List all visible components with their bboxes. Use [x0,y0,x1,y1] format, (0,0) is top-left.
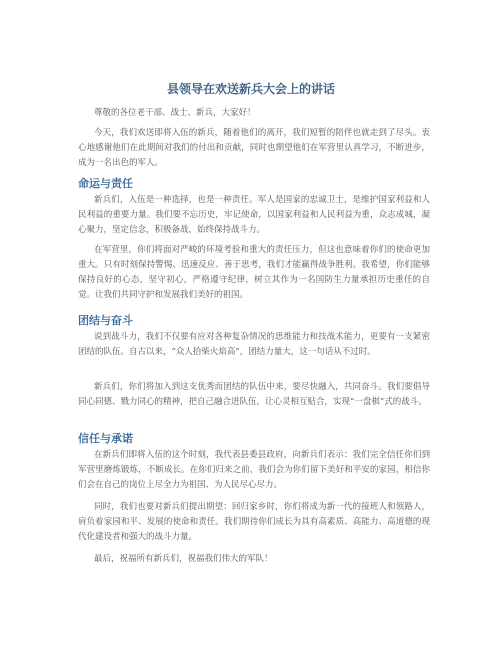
section-1-paragraph-2: 在军营里，你们将面对严峻的环境考验和重大的责任压力，但这也意味着你们的使命更加重大。只有时刻保持警惕、迅速反应、善于思考，我们才能赢得战争胜利。我希望，你们能够保持良好的心态，坚守初心，严格遵守纪律，树立其作为一名国防生力量承担历史重任的自觉。让我们共同守护和发展我们美好的祖国。 [78,245,430,300]
greeting-paragraph: 尊敬的各位老干部、战士、新兵，大家好！ [94,108,256,118]
section-heading-fate-responsibility: 命运与责任 [78,177,133,190]
section-3-paragraph-2: 同时，我们也要对新兵们提出期望：回归家乡时，你们将成为新一代的接班人和领路人，肩负着家园和平、发展的使命和责任。我们期待你们成长为具有高素质、高能力、高道德的现代化建设者和强大的战斗力量。 [78,502,430,542]
section-2-paragraph-2: 新兵们，你们将加入到这支优秀而团结的队伍中来，要尽快融入，共同奋斗。我们要倡导同心同德、戮力同心的精神，把自己融合进队伍，让心灵相互贴合，实现“一盘棋”式的战斗。 [78,382,430,407]
section-heading-trust-commitment: 信任与承诺 [78,432,133,445]
section-3-paragraph-1: 在新兵们即将入伍的这个时刻，我代表县委县政府，向新兵们表示：我们完全信任你们到军营里磨炼锻炼，不断成长。在你们归来之前，我们会为你们留下美好和平安的家园，相信你们会在自己的岗位上尽全力为祖国、为人民尽心尽力。 [78,450,430,490]
page-title: 县领导在欢送新兵大会上的讲话 [166,82,335,96]
intro-paragraph: 今天，我们欢送即将入伍的新兵，随着他们的离开，我们短暂的陪伴也就走到了尽头。衷心地感谢他们在此期间对我们的付出和贡献，同时也期望他们在军营里认真学习，不断进步，成为一名出色的军人。 [78,128,430,168]
section-1-paragraph-1: 新兵们，入伍是一种选择，也是一种责任。军人是国家的忠诚卫士，是维护国家利益和人民利益的重要力量。我们要不忘历史，牢记使命，以国家利益和人民利益为重，众志成城，凝心聚力，坚定信念，积极备战，始终保持战斗力。 [78,195,430,235]
section-2-paragraph-1: 说到战斗力，我们不仅要有应对各种复杂情况的思维能力和技战术能力，更要有一支紧密团结的队伍。自古以来，“众人拾柴火焰高”，团结力量大，这一句话从不过时。 [78,332,430,357]
section-heading-unity-struggle: 团结与奋斗 [78,314,133,327]
section-3-paragraph-3: 最后，祝福所有新兵们，祝福我们伟大的军队！ [94,554,273,564]
